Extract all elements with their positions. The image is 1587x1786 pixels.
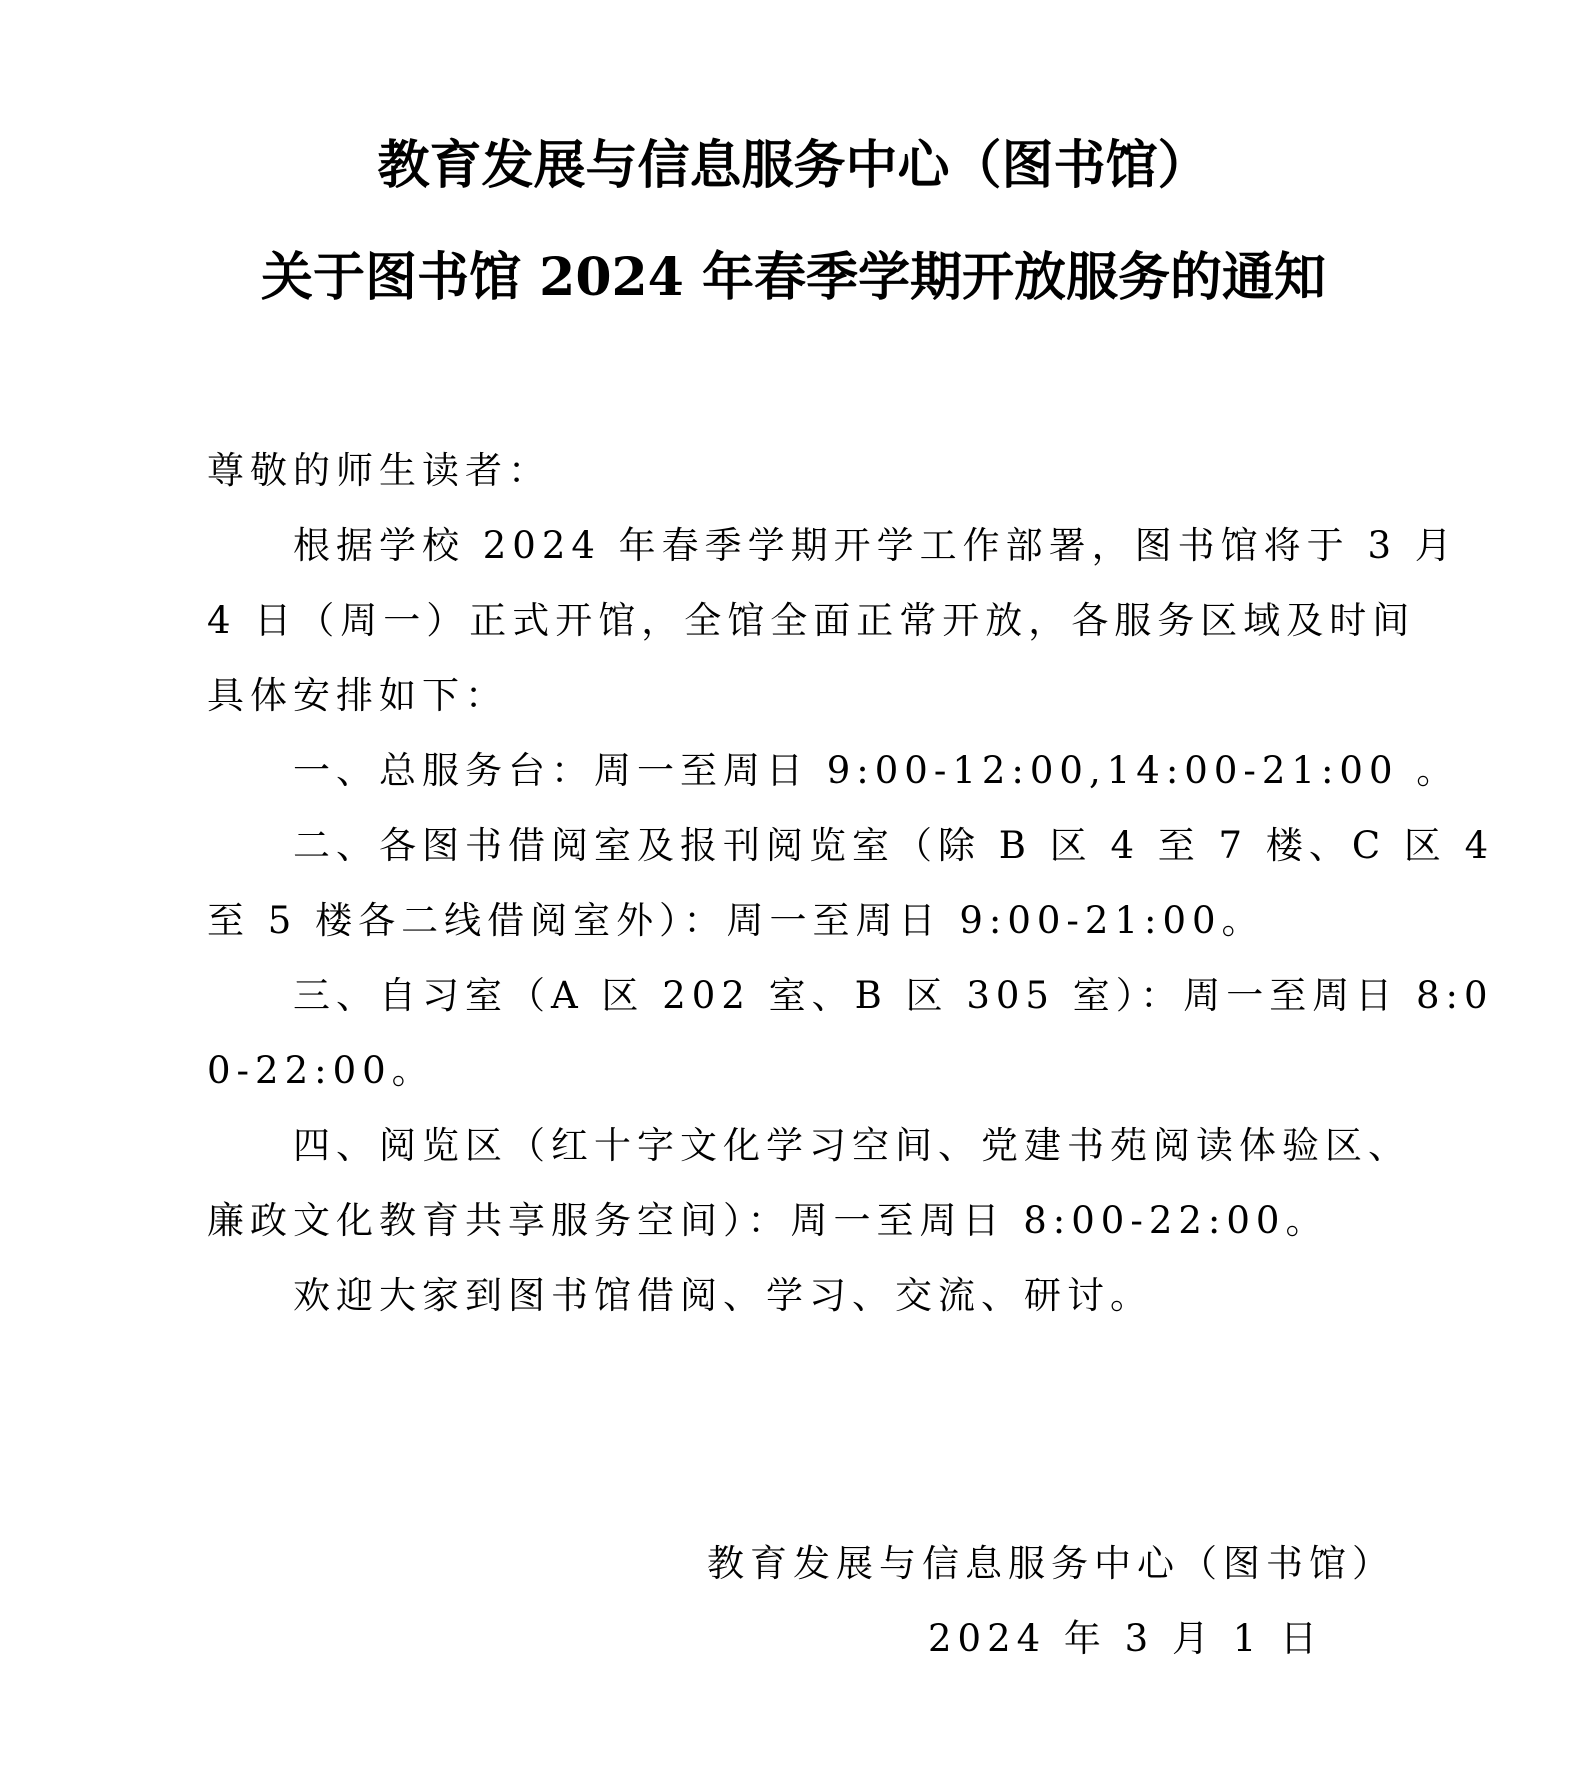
service-item-study-rooms: 三、自习室（A 区 202 室、B 区 305 室）：周一至周日 8:0 <box>293 974 1494 1017</box>
body-line-3: 具体安排如下： <box>207 674 508 717</box>
salutation: 尊敬的师生读者： <box>207 449 551 492</box>
body-line-2: 4 日（周一）正式开馆，全馆全面正常开放，各服务区域及时间 <box>207 599 1416 642</box>
service-item-reading-areas: 四、阅览区（红十字文化学习空间、党建书苑阅读体验区、 <box>293 1124 1411 1167</box>
closing-line: 欢迎大家到图书馆借阅、学习、交流、研讨。 <box>293 1274 1153 1317</box>
signature-date: 2024 年 3 月 1 日 <box>928 1617 1324 1660</box>
service-item-reading-rooms-cont: 至 5 楼各二线借阅室外）：周一至周日 9:00-21:00。 <box>207 899 1265 942</box>
service-item-front-desk: 一、总服务台：周一至周日 9:00-12:00,14:00-21:00 。 <box>293 749 1460 792</box>
notice-title-line-2: 关于图书馆 2024 年春季学期开放服务的通知 <box>261 247 1326 308</box>
service-item-study-rooms-cont: 0-22:00。 <box>207 1049 435 1092</box>
service-item-reading-rooms: 二、各图书借阅室及报刊阅览室（除 B 区 4 至 7 楼、C 区 4 <box>293 824 1495 867</box>
service-item-reading-areas-cont: 廉政文化教育共享服务空间）：周一至周日 8:00-22:00。 <box>207 1199 1329 1242</box>
notice-title-line-1: 教育发展与信息服务中心（图书馆） <box>377 135 1210 196</box>
signature-organization: 教育发展与信息服务中心（图书馆） <box>707 1542 1395 1585</box>
body-line-1: 根据学校 2024 年春季学期开学工作部署，图书馆将于 3 月 <box>293 524 1458 567</box>
